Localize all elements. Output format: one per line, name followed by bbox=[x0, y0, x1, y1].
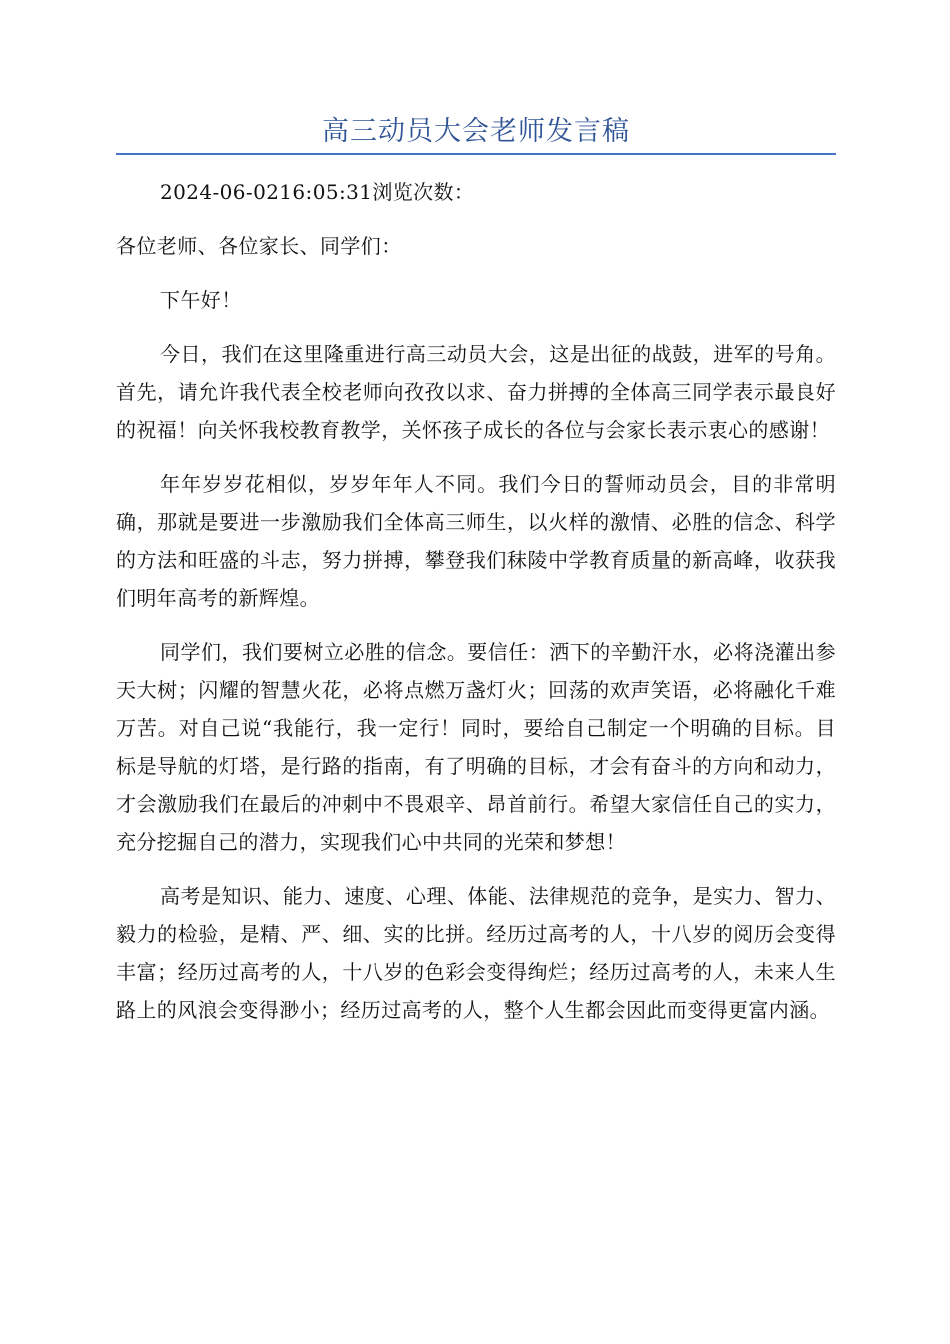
paragraph-1: 今日，我们在这里隆重进行高三动员大会，这是出征的战鼓，进军的号角。首先，请允许我代表全校老师向孜孜以求、奋力拼搏的全体高三同学表示最良好的祝福！向关怀我校教育教学，关怀孩子成长的各位与会家长表示衷心的感谢！ bbox=[116, 342, 836, 442]
paragraph-4: 高考是知识、能力、速度、心理、体能、法律规范的竞争，是实力、智力、毅力的检验，是精、严、细、实的比拼。经历过高考的人，十八岁的阅历会变得丰富；经历过高考的人，十八岁的色彩会变得绚烂；经历过高考的人，未来人生路上的风浪会变得渺小；经历过高考的人，整个人生都会因此而变得更富内涵。 bbox=[116, 884, 836, 1022]
document-title: 高三动员大会老师发言稿 bbox=[322, 116, 630, 147]
paragraph-3: 同学们，我们要树立必胜的信念。要信任：洒下的辛勤汗水，必将浇灌出参天大树；闪耀的智慧火花，必将点燃万盏灯火；回荡的欢声笑语，必将融化千难万苦。对自己说“我能行，我一定行！同时，要给自己制定一个明确的目标。目标是导航的灯塔，是行路的指南，有了明确的目标，才会有奋斗的方向和动力，才会激励我们在最后的冲刺中不畏艰辛、昂首前行。希望大家信任自己的实力，充分挖掘自己的潜力，实现我们心中共同的光荣和梦想！ bbox=[116, 640, 836, 854]
title-underline bbox=[116, 153, 836, 155]
salutation: 下午好！ bbox=[160, 288, 242, 312]
greeting: 各位老师、各位家长、同学们： bbox=[116, 234, 402, 258]
document-body bbox=[116, 173, 836, 1029]
meta-line: 2024-06-0216:05:31浏览次数： bbox=[160, 180, 475, 204]
paragraph-2: 年年岁岁花相似，岁岁年年人不同。我们今日的誓师动员会，目的非常明确，那就是要进一步激励我们全体高三师生，以火样的激情、必胜的信念、科学的方法和旺盛的斗志，努力拼搏，攀登我们秣陵中学教育质量的新高峰，收获我们明年高考的新辉煌。 bbox=[116, 472, 836, 610]
